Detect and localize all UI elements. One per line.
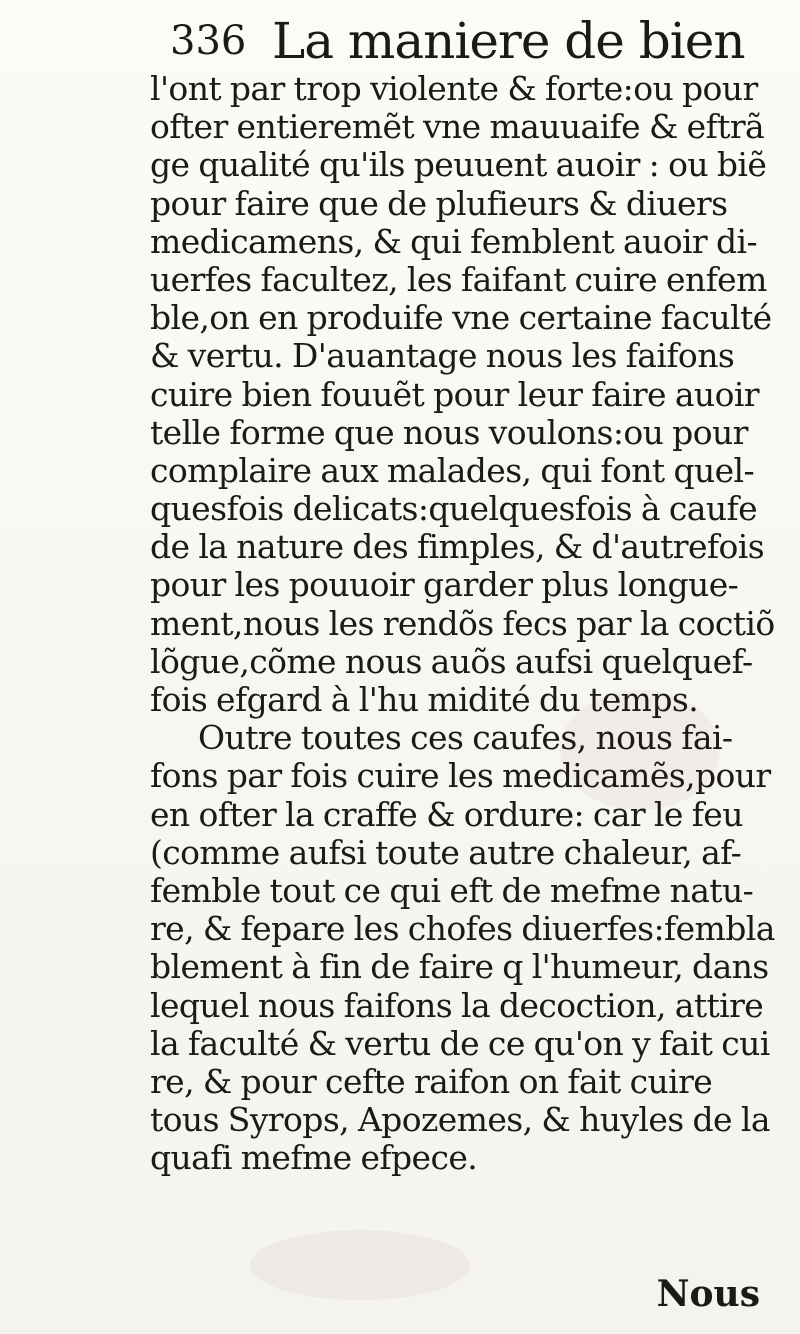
text-line: ge qualité qu'ils peuuent auoir : ou biẽ xyxy=(150,146,767,185)
text-line: quafi mefme efpece. xyxy=(150,1139,478,1178)
running-title: La maniere de bien xyxy=(272,12,745,70)
text-line: medicamens, & qui femblent auoir di- xyxy=(150,222,758,261)
catchword: Nous xyxy=(656,1273,760,1315)
text-line: telle forme que nous voulons:ou pour xyxy=(150,413,748,452)
text-line: blement à fin de faire q l'humeur, dans xyxy=(150,948,769,987)
text-line: lõgue,cõme nous auõs aufsi quelquef- xyxy=(150,642,753,681)
page-number: 336 xyxy=(170,18,247,64)
text-line: complaire aux malades, qui font quel- xyxy=(150,451,755,490)
text-line: tous Syrops, Apozemes, & huyles de la xyxy=(150,1101,770,1140)
text-line: ofter entieremẽt vne mauuaife & eftrã xyxy=(150,108,765,147)
text-line: lequel nous faifons la decoction, attire xyxy=(150,986,764,1025)
text-line: pour faire que de plufieurs & diuers xyxy=(150,184,728,223)
text-line: fons par fois cuire les medicamẽs,pour xyxy=(150,757,771,796)
text-line: fois efgard à l'hu midité du temps. xyxy=(150,681,699,719)
text-line: pour les pouuoir garder plus longue- xyxy=(150,566,739,605)
text-line: ment,nous les rendõs fecs par la coctiõ xyxy=(150,604,775,643)
text-line: & vertu. D'auantage nous les faifons xyxy=(150,337,735,376)
text-line: l'ont par trop violente & forte:ou pour xyxy=(150,70,758,108)
text-line: de la nature des fimples, & d'autrefois xyxy=(150,528,765,567)
text-line: (comme aufsi toute autre chaleur, af- xyxy=(150,833,742,872)
text-line: la faculté & vertu de ce qu'on y fait cui xyxy=(150,1024,770,1063)
text-line: uerfes facultez, les faifant cuire enfem xyxy=(150,260,767,299)
page-header xyxy=(150,10,790,70)
text-line: quesfois delicats:quelquesfois à caufe xyxy=(150,490,758,529)
text-line: Outre toutes ces caufes, nous fai- xyxy=(198,719,733,758)
text-line: femble tout ce qui eft de mefme natu- xyxy=(150,871,754,910)
text-line: re, & fepare les chofes diuerfes:fembla xyxy=(150,910,775,949)
body-text xyxy=(150,70,790,1177)
text-line: en ofter la craffe & ordure: car le feu xyxy=(150,795,743,834)
text-line: ble,on en produife vne certaine faculté xyxy=(150,299,772,338)
text-line: cuire bien fouuẽt pour leur faire auoir xyxy=(150,375,759,414)
text-line: re, & pour cefte raifon on fait cuire xyxy=(150,1062,713,1101)
